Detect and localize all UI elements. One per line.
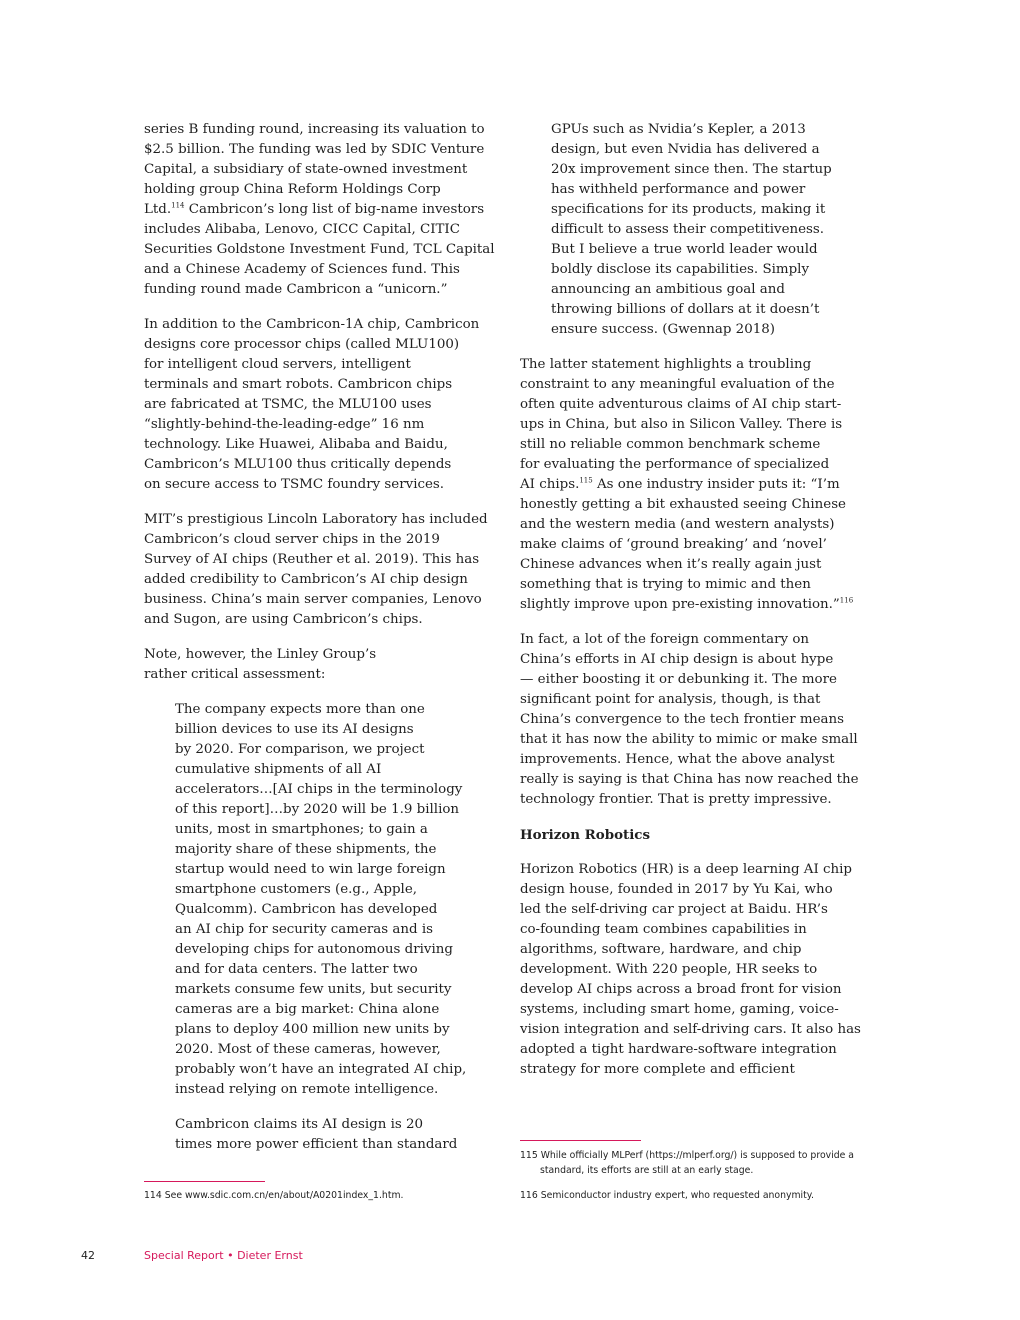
text-line: often quite adventurous claims of AI chip start- — [520, 397, 842, 412]
footnote-text: 115 While officially MLPerf (https://mlperf.org/) is supposed to provide a — [520, 1150, 854, 1161]
footnote-115 — [520, 1148, 854, 1178]
section-heading: Horizon Robotics — [520, 827, 650, 843]
block-quote — [144, 1115, 494, 1155]
left-column — [144, 120, 494, 1170]
text-line: still no reliable common benchmark scheme — [520, 437, 821, 452]
text-line: an AI chip for security cameras and is — [175, 922, 434, 937]
text-line: cameras are a big market: China alone — [175, 1002, 440, 1017]
text-line: majority share of these shipments, the — [175, 842, 437, 857]
text-line: — either boosting it or debunking it. The more — [520, 672, 837, 687]
text-line: business. China’s main server companies, Lenovo — [144, 592, 482, 607]
text-line — [144, 200, 494, 220]
text-line: Capital, a subsidiary of state-owned investment — [144, 162, 468, 177]
text-line: on secure access to TSMC foundry services. — [144, 477, 445, 492]
text-line: rather critical assessment: — [144, 667, 326, 682]
text-line: by 2020. For comparison, we project — [175, 742, 425, 757]
text-line: markets consume few units, but security — [175, 982, 452, 997]
text-fragment: As one industry insider puts it: “I’m — [592, 477, 840, 492]
footnote-text: standard, its efforts are still at an early stage. — [540, 1165, 754, 1176]
page-number: 42 — [81, 1249, 95, 1262]
text-line: and a Chinese Academy of Sciences fund. This — [144, 262, 460, 277]
text-line: and the western media (and western analysts) — [520, 517, 835, 532]
text-line: probably won’t have an integrated AI chip, — [175, 1062, 467, 1077]
text-line: design, but even Nvidia has delivered a — [551, 142, 820, 157]
text-line: Horizon Robotics (HR) is a deep learning AI chip — [520, 862, 853, 877]
text-line: honestly getting a bit exhausted seeing Chinese — [520, 497, 846, 512]
text-line: series B funding round, increasing its valuation to — [144, 122, 485, 137]
text-line: units, most in smartphones; to gain a — [175, 822, 428, 837]
text-line: adopted a tight hardware-software integration — [520, 1042, 837, 1057]
text-line: that it has now the ability to mimic or make small — [520, 732, 858, 747]
paragraph-hype — [520, 630, 865, 810]
text-line: design house, founded in 2017 by Yu Kai, who — [520, 882, 833, 897]
text-line: holding group China Reform Holdings Corp — [144, 182, 441, 197]
text-line: China’s convergence to the tech frontier means — [520, 712, 844, 727]
text-line: terminals and smart robots. Cambricon chips — [144, 377, 453, 392]
text-line: accelerators…[AI chips in the terminology — [175, 782, 463, 797]
text-line: In addition to the Cambricon-1A chip, Cambricon — [144, 317, 480, 332]
text-line: “slightly-behind-the-leading-edge” 16 nm — [144, 417, 425, 432]
block-quote — [144, 700, 494, 1100]
paragraph-funding — [144, 120, 494, 300]
text-line: Note, however, the Linley Group’s — [144, 647, 377, 662]
text-line: Cambricon’s MLU100 thus critically depends — [144, 457, 452, 472]
text-line: Qualcomm). Cambricon has developed — [175, 902, 438, 917]
text-line: specifications for its products, making it — [551, 202, 826, 217]
text-line: co-founding team combines capabilities in — [520, 922, 807, 937]
text-line: funding round made Cambricon a “unicorn.” — [144, 282, 448, 297]
text-line: Securities Goldstone Investment Fund, TCL Capital — [144, 242, 495, 257]
text-line: strategy for more complete and efficient — [520, 1062, 795, 1077]
text-line: constraint to any meaningful evaluation of the — [520, 377, 835, 392]
text-line: smartphone customers (e.g., Apple, — [175, 882, 418, 897]
text-line: announcing an ambitious goal and — [551, 282, 785, 297]
text-line: GPUs such as Nvidia’s Kepler, a 2013 — [551, 122, 806, 137]
block-quote-continued — [520, 120, 865, 340]
text-line: Cambricon claims its AI design is 20 — [175, 1117, 424, 1132]
text-line: algorithms, software, hardware, and chip — [520, 942, 802, 957]
text-line: ups in China, but also in Silicon Valley. There is — [520, 417, 843, 432]
paragraph-horizon — [520, 860, 865, 1080]
text-line: for evaluating the performance of specialized — [520, 457, 830, 472]
text-fragment: Ltd. — [144, 202, 172, 217]
right-column — [520, 120, 865, 1095]
text-line: The company expects more than one — [175, 702, 425, 717]
text-line: $2.5 billion. The funding was led by SDIC Venture — [144, 142, 485, 157]
text-line: The latter statement highlights a troubling — [520, 357, 812, 372]
text-line: develop AI chips across a broad front for vision — [520, 982, 842, 997]
text-line: development. With 220 people, HR seeks to — [520, 962, 818, 977]
text-line: cumulative shipments of all AI — [175, 762, 382, 777]
footnote-116 — [520, 1188, 814, 1203]
text-line: Chinese advances when it’s really again just — [520, 557, 822, 572]
footnote-divider-right — [520, 1140, 641, 1141]
footnote-text: 116 Semiconductor industry expert, who requested anonymity. — [520, 1190, 814, 1201]
text-line: for intelligent cloud servers, intelligent — [144, 357, 411, 372]
text-line: developing chips for autonomous driving — [175, 942, 453, 957]
text-line: has withheld performance and power — [551, 182, 806, 197]
text-line: make claims of ‘ground breaking’ and ‘novel’ — [520, 537, 827, 552]
text-line: ensure success. (Gwennap 2018) — [551, 322, 775, 337]
text-fragment: slightly improve upon pre-existing innovation.” — [520, 597, 840, 612]
text-line: 2020. Most of these cameras, however, — [175, 1042, 441, 1057]
text-line: something that is trying to mimic and then — [520, 577, 811, 592]
text-fragment: AI chips. — [520, 477, 580, 492]
text-line: technology frontier. That is pretty impressive. — [520, 792, 832, 807]
paragraph-benchmark — [520, 355, 865, 615]
text-line: and for data centers. The latter two — [175, 962, 418, 977]
text-line: Survey of AI chips (Reuther et al. 2019). This has — [144, 552, 480, 567]
text-line: includes Alibaba, Lenovo, CICC Capital, CITIC — [144, 222, 460, 237]
text-line: times more power efficient than standard — [175, 1137, 458, 1152]
text-line: technology. Like Huawei, Alibaba and Baidu, — [144, 437, 448, 452]
text-line: really is saying is that China has now reached the — [520, 772, 859, 787]
text-line: led the self-driving car project at Baidu. HR’s — [520, 902, 828, 917]
running-footer-title: Special Report • Dieter Ernst — [144, 1249, 303, 1262]
paragraph-mlu100 — [144, 315, 494, 495]
text-line: But I believe a true world leader would — [551, 242, 818, 257]
text-line: MIT’s prestigious Lincoln Laboratory has included — [144, 512, 488, 527]
footnote-ref-115: 115 — [579, 476, 593, 485]
footnote-text: 114 See www.sdic.com.cn/en/about/A0201index_1.htm. — [144, 1190, 404, 1201]
paragraph-linley-intro — [144, 645, 494, 685]
paragraph-mit — [144, 510, 494, 630]
text-line: and Sugon, are using Cambricon’s chips. — [144, 612, 423, 627]
text-line — [520, 595, 865, 615]
text-line: Cambricon’s cloud server chips in the 2019 — [144, 532, 440, 547]
footnote-114 — [144, 1188, 403, 1203]
text-line: systems, including smart home, gaming, voice- — [520, 1002, 839, 1017]
text-line: vision integration and self-driving cars. It also has — [520, 1022, 861, 1037]
text-line: 20x improvement since then. The startup — [551, 162, 832, 177]
text-line: In fact, a lot of the foreign commentary on — [520, 632, 810, 647]
text-line: plans to deploy 400 million new units by — [175, 1022, 450, 1037]
text-line: throwing billions of dollars at it doesn’t — [551, 302, 820, 317]
text-line: instead relying on remote intelligence. — [175, 1082, 439, 1097]
footnote-ref-116: 116 — [839, 596, 854, 605]
footnote-ref-114: 114 — [171, 201, 185, 210]
text-line: significant point for analysis, though, is that — [520, 692, 821, 707]
text-line: boldly disclose its capabilities. Simply — [551, 262, 810, 277]
text-line: improvements. Hence, what the above analyst — [520, 752, 835, 767]
text-line: billion devices to use its AI designs — [175, 722, 414, 737]
text-line: startup would need to win large foreign — [175, 862, 446, 877]
footnote-divider-left — [144, 1181, 265, 1182]
text-line: of this report]…by 2020 will be 1.9 billion — [175, 802, 460, 817]
text-line: China’s efforts in AI chip design is about hype — [520, 652, 834, 667]
text-line — [520, 475, 865, 495]
text-line: difficult to assess their competitiveness. — [551, 222, 825, 237]
text-fragment: Cambricon’s long list of big-name investors — [184, 202, 485, 217]
text-line: added credibility to Cambricon’s AI chip design — [144, 572, 468, 587]
text-line: designs core processor chips (called MLU100) — [144, 337, 460, 352]
text-line: are fabricated at TSMC, the MLU100 uses — [144, 397, 432, 412]
